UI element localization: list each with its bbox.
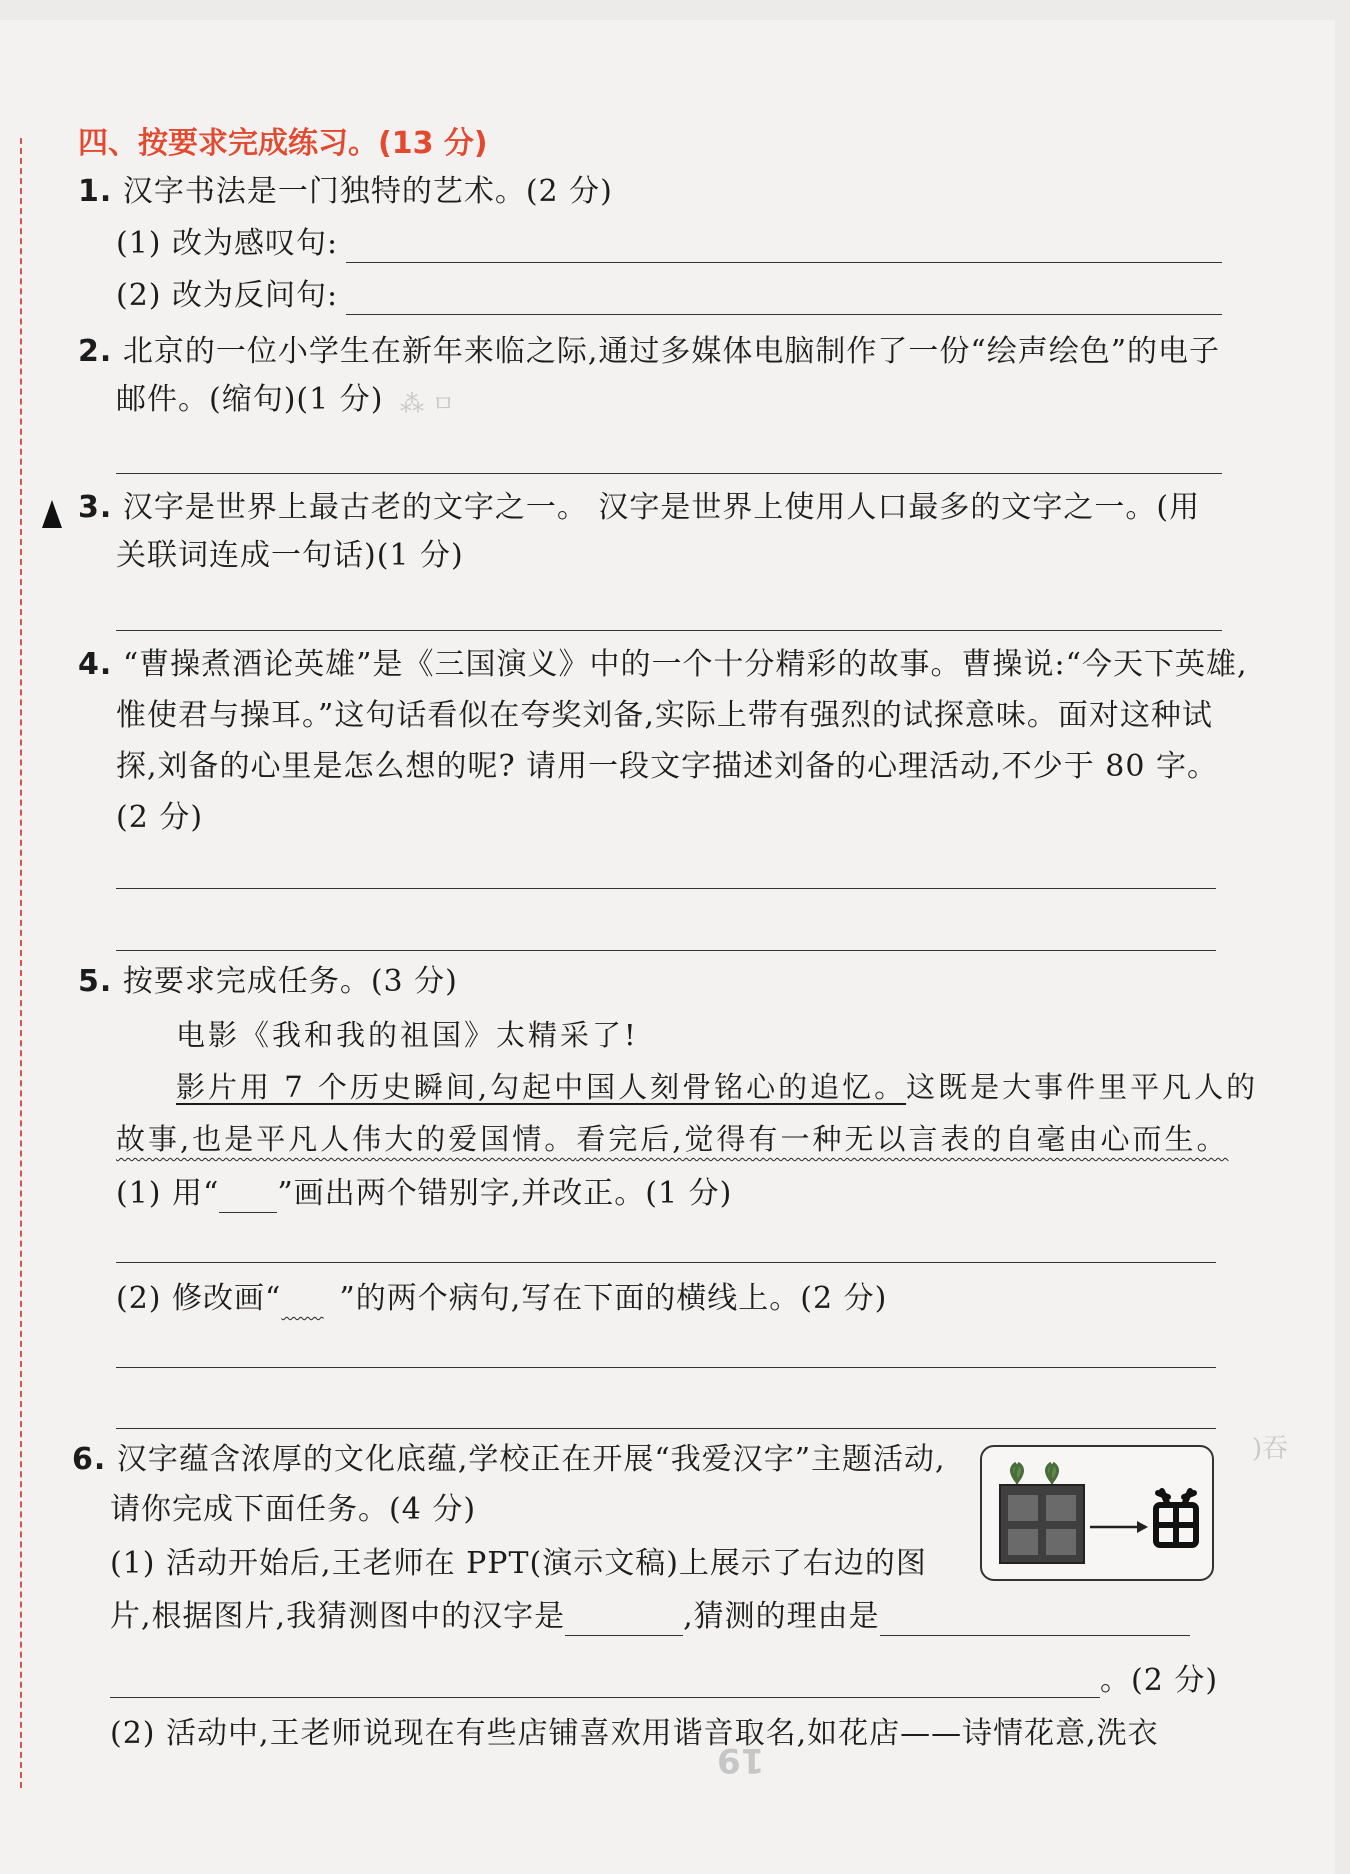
- prompt-text: ,猜测的理由是: [683, 1599, 880, 1634]
- answer-line-q6-reason[interactable]: [110, 1697, 1100, 1698]
- q1-part-b-label: (2) 改为反问句:: [116, 278, 339, 313]
- question-text: 汉字是世界上最古老的文字之一。 汉字是世界上使用人口最多的文字之一。(用: [122, 490, 1201, 525]
- question-5: [78, 963, 458, 1001]
- wavy-line-sample: [281, 1280, 339, 1318]
- question-3: [78, 489, 1200, 527]
- passage-line-2: [116, 1120, 1228, 1158]
- margin-dashed-line: [20, 138, 22, 1788]
- q5-sub-2: [116, 1280, 887, 1318]
- question-3-line-2: 关联词连成一句话)(1 分): [116, 538, 464, 573]
- sub-label-end: ”画出两个错别字,并改正。(1 分): [277, 1176, 733, 1211]
- question-text: 汉字蕴含浓厚的文化底蕴,学校正在开展“我爱汉字”主题活动,: [116, 1442, 946, 1477]
- question-number: 2.: [78, 334, 113, 369]
- passage-title: 电影《我和我的祖国》太精采了!: [176, 1018, 639, 1052]
- q1-part-a-label: (1) 改为感叹句:: [116, 226, 339, 261]
- answer-blank-reason[interactable]: [880, 1605, 1190, 1636]
- answer-line-q3[interactable]: [116, 630, 1222, 631]
- answer-line-q5-3[interactable]: [116, 1428, 1216, 1429]
- answer-line-q4-2[interactable]: [116, 950, 1216, 951]
- faint-edge-text: )吞: [1252, 1434, 1289, 1464]
- question-4-line-4: (2 分): [116, 800, 204, 835]
- answer-line-q1a[interactable]: [346, 262, 1222, 263]
- underlined-sentence: 影片用 7 个历史瞬间,勾起中国人刻骨铭心的追忆。: [176, 1070, 907, 1104]
- question-1: [78, 173, 613, 211]
- faint-bleed-through: ⁂ ㅁ: [400, 390, 455, 418]
- question-6-line-6: (2) 活动中,王老师说现在有些店铺喜欢用谐音取名,如花店——诗情花意,洗衣: [110, 1716, 1159, 1751]
- passage-text: 这既是大事件里平凡人的: [906, 1070, 1259, 1104]
- score-note: 。(2 分): [1100, 1663, 1219, 1698]
- question-number: 5.: [78, 964, 113, 999]
- answer-line-q2[interactable]: [116, 473, 1222, 474]
- question-number: 4.: [78, 647, 113, 682]
- question-6-line-3: (1) 活动开始后,王老师在 PPT(演示文稿)上展示了右边的图: [110, 1546, 927, 1581]
- question-4-line-3: 探,刘备的心里是怎么想的呢? 请用一段文字描述刘备的心理活动,不少于 80 字。: [116, 749, 1218, 784]
- passage-line-1: [176, 1068, 1258, 1106]
- question-text: 北京的一位小学生在新年来临之际,通过多媒体电脑制作了一份“绘声绘色”的电子: [122, 334, 1221, 369]
- question-6-line-4: [110, 1598, 1190, 1636]
- q5-sub-1: [116, 1175, 732, 1213]
- question-4-line-2: 惟使君与操耳。”这句话看似在夸奖刘备,实际上带有强烈的试探意味。面对这种试: [116, 698, 1213, 733]
- answer-blank-character[interactable]: [565, 1605, 683, 1636]
- question-4: [78, 646, 1247, 684]
- question-2: [78, 333, 1220, 371]
- answer-line-q1b[interactable]: [346, 314, 1222, 315]
- wavy-underlined-sentence: 故事,也是平凡人伟大的爱国情。: [116, 1122, 577, 1156]
- question-text: 按要求完成任务。(3 分): [122, 964, 458, 999]
- answer-line-q5-2[interactable]: [116, 1367, 1216, 1368]
- question-2-line-2: 邮件。(缩句)(1 分): [116, 382, 384, 417]
- question-text: 汉字书法是一门独特的艺术。(2 分): [122, 174, 613, 209]
- question-6: [72, 1441, 946, 1479]
- answer-line-q5-1[interactable]: [116, 1262, 1216, 1263]
- question-number: 6.: [72, 1442, 107, 1477]
- question-number: 3.: [78, 490, 113, 525]
- sub-label-start: (2) 修改画“: [116, 1281, 282, 1316]
- question-6-line-2: 请你完成下面任务。(4 分): [110, 1492, 477, 1527]
- straight-line-sample: [219, 1184, 277, 1213]
- question-text: “曹操煮酒论英雄”是《三国演义》中的一个十分精彩的故事。曹操说:“今天下英雄,: [122, 647, 1248, 682]
- prompt-text: 片,根据图片,我猜测图中的汉字是: [110, 1599, 566, 1634]
- answer-line-q4-1[interactable]: [116, 888, 1216, 889]
- page-number: 19: [717, 1740, 765, 1780]
- field-to-character-icon: [982, 1447, 1212, 1579]
- sub-label-start: (1) 用“: [116, 1176, 220, 1211]
- wavy-underlined-sentence: 看完后,觉得有一种无以言表的自毫由心而生。: [576, 1122, 1229, 1156]
- question-number: 1.: [78, 174, 113, 209]
- section-title: 四、按要求完成练习。(13 分): [78, 126, 488, 161]
- sub-label-end: ”的两个病句,写在下面的横线上。(2 分): [339, 1281, 888, 1316]
- pictograph-figure: [980, 1445, 1214, 1581]
